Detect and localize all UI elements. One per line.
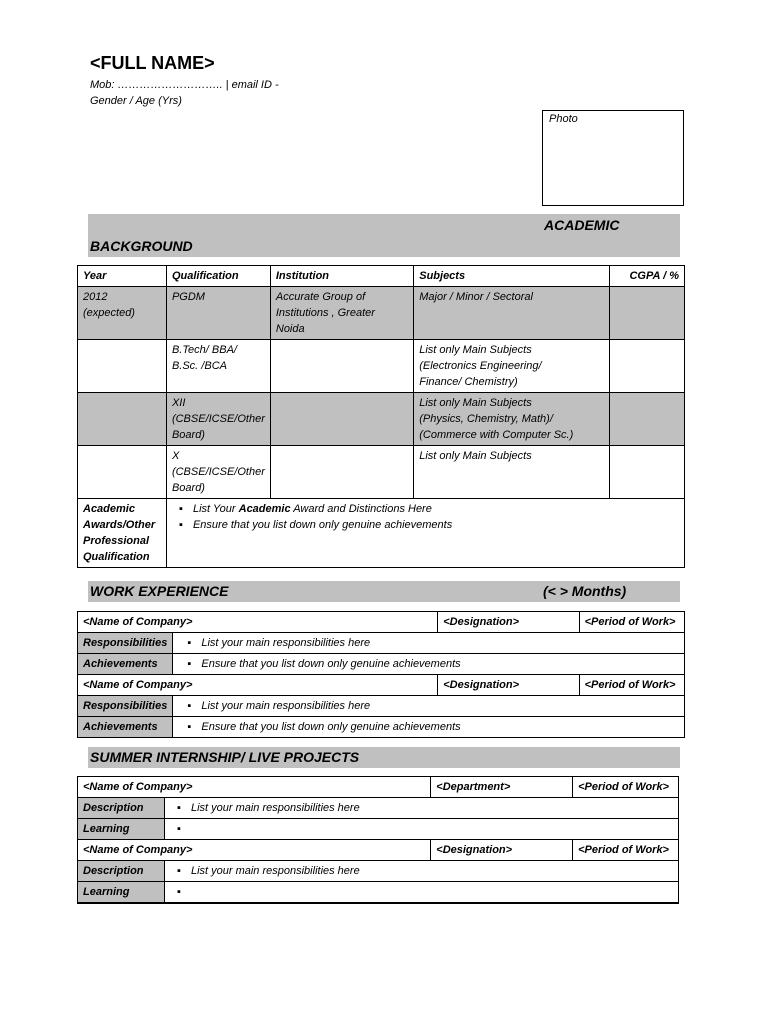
responsibilities-row [78, 633, 685, 654]
year-cell [78, 446, 167, 499]
work-band-months: (< > Months) [543, 583, 627, 599]
gender-age-line: Gender / Age (Yrs) [90, 95, 182, 107]
academic-background-band [88, 214, 680, 257]
awards-label-line: Qualification [83, 551, 150, 563]
description-label: Description [78, 798, 165, 819]
cgpa-cell [610, 287, 685, 340]
company-name: <Name of Company> [78, 612, 438, 633]
col-subjects: Subjects [414, 266, 610, 287]
learning-label: Learning [78, 882, 165, 904]
institution-cell [270, 393, 413, 446]
table-row [78, 393, 685, 446]
qualification-line: B.Sc. /BCA [171, 360, 227, 372]
achievements-label: Achievements [78, 717, 173, 738]
award-bullet [179, 501, 679, 517]
company-name: <Name of Company> [78, 840, 431, 861]
awards-label-line: Professional [83, 535, 150, 547]
awards-row [78, 499, 685, 568]
award-bullet: ▪ Ensure that you list down only genuine achievements [179, 517, 679, 533]
period-of-work: <Period of Work> [579, 675, 684, 696]
qualification-line: XII [171, 397, 186, 409]
award-text: Award and Distinctions Here [290, 503, 432, 515]
subjects-line: Finance/ Chemistry) [419, 376, 518, 388]
company-name: <Name of Company> [78, 777, 431, 798]
institution-cell [270, 340, 413, 393]
responsibilities-label: Responsibilities [78, 696, 173, 717]
qualification-cell: PGDM [166, 287, 270, 340]
subjects-line: (Electronics Engineering/ [419, 360, 542, 372]
cgpa-cell [610, 393, 685, 446]
description-text: ▪ List your main responsibilities here [177, 863, 673, 879]
col-year: Year [78, 266, 167, 287]
qualification-line: X [171, 450, 180, 462]
designation: <Designation> [438, 675, 579, 696]
work-band-title: WORK EXPERIENCE [90, 583, 229, 599]
academic-table [77, 265, 685, 568]
subjects-line: (Physics, Chemistry, Math)/ [419, 413, 553, 425]
learning-row [78, 882, 679, 904]
year-cell [78, 340, 167, 393]
table-row [78, 340, 685, 393]
achievements-row [78, 717, 685, 738]
photo-label: Photo [549, 113, 578, 125]
description-text: ▪ List your main responsibilities here [177, 800, 673, 816]
qualification-line: (CBSE/ICSE/Other [171, 413, 265, 425]
responsibilities-row [78, 696, 685, 717]
designation: <Designation> [431, 840, 573, 861]
institution-cell [270, 446, 413, 499]
photo-box [542, 110, 684, 206]
internship-table [77, 776, 679, 904]
company-row [78, 840, 679, 861]
department: <Department> [431, 777, 573, 798]
academic-band-title-1: ACADEMIC [544, 217, 620, 233]
col-institution: Institution [270, 266, 413, 287]
full-name: <FULL NAME> [90, 53, 215, 73]
cgpa-cell [610, 340, 685, 393]
academic-band-title-2: BACKGROUND [90, 238, 193, 254]
achievements-text: ▪ Ensure that you list down only genuine achievements [187, 656, 679, 672]
subjects-cell: List only Main Subjects [414, 446, 610, 499]
mobile-email-line: Mob: ……………………….. | email ID - [90, 79, 279, 91]
description-label: Description [78, 861, 165, 882]
work-table [77, 611, 685, 738]
period-of-work: <Period of Work> [579, 612, 684, 633]
academic-header-row [78, 266, 685, 287]
subjects-line: (Commerce with Computer Sc.) [419, 429, 574, 441]
award-text: List Your [192, 503, 239, 515]
company-row [78, 675, 685, 696]
institution-line: Accurate Group of [275, 291, 366, 303]
internship-band-title: SUMMER INTERNSHIP/ LIVE PROJECTS [90, 749, 360, 765]
description-row [78, 798, 679, 819]
responsibilities-label: Responsibilities [78, 633, 173, 654]
learning-row [78, 819, 679, 840]
subjects-line: List only Main Subjects [419, 397, 532, 409]
responsibilities-text: ▪ List your main responsibilities here [187, 698, 679, 714]
table-row [78, 446, 685, 499]
subjects-line: List only Main Subjects [419, 344, 532, 356]
qualification-line: (CBSE/ICSE/Other [171, 466, 265, 478]
qualification-line: B.Tech/ BBA/ [171, 344, 237, 356]
period-of-work: <Period of Work> [573, 840, 679, 861]
year-cell: 2012 [83, 291, 108, 303]
awards-label-line: Awards/Other [83, 519, 156, 531]
col-cgpa: CGPA / % [610, 266, 685, 287]
year-cell [78, 393, 167, 446]
company-name: <Name of Company> [78, 675, 438, 696]
achievements-row [78, 654, 685, 675]
subjects-cell: Major / Minor / Sectoral [414, 287, 610, 340]
institution-line: Institutions , Greater [275, 307, 375, 319]
responsibilities-text: ▪ List your main responsibilities here [187, 635, 679, 651]
qualification-line: Board) [171, 429, 205, 441]
period-of-work: <Period of Work> [573, 777, 679, 798]
institution-line: Noida [275, 323, 305, 335]
company-row [78, 777, 679, 798]
table-row [78, 287, 685, 340]
award-bold-text: Academic [238, 503, 291, 515]
company-row [78, 612, 685, 633]
awards-label-line: Academic [83, 503, 135, 515]
year-cell-note: (expected) [83, 307, 135, 319]
internship-band [88, 747, 680, 768]
achievements-text: ▪ Ensure that you list down only genuine achievements [187, 719, 679, 735]
cgpa-cell [610, 446, 685, 499]
learning-label: Learning [78, 819, 165, 840]
designation: <Designation> [438, 612, 579, 633]
col-qualification: Qualification [166, 266, 270, 287]
description-row [78, 861, 679, 882]
qualification-line: Board) [171, 482, 205, 494]
work-experience-band [88, 581, 680, 602]
achievements-label: Achievements [78, 654, 173, 675]
